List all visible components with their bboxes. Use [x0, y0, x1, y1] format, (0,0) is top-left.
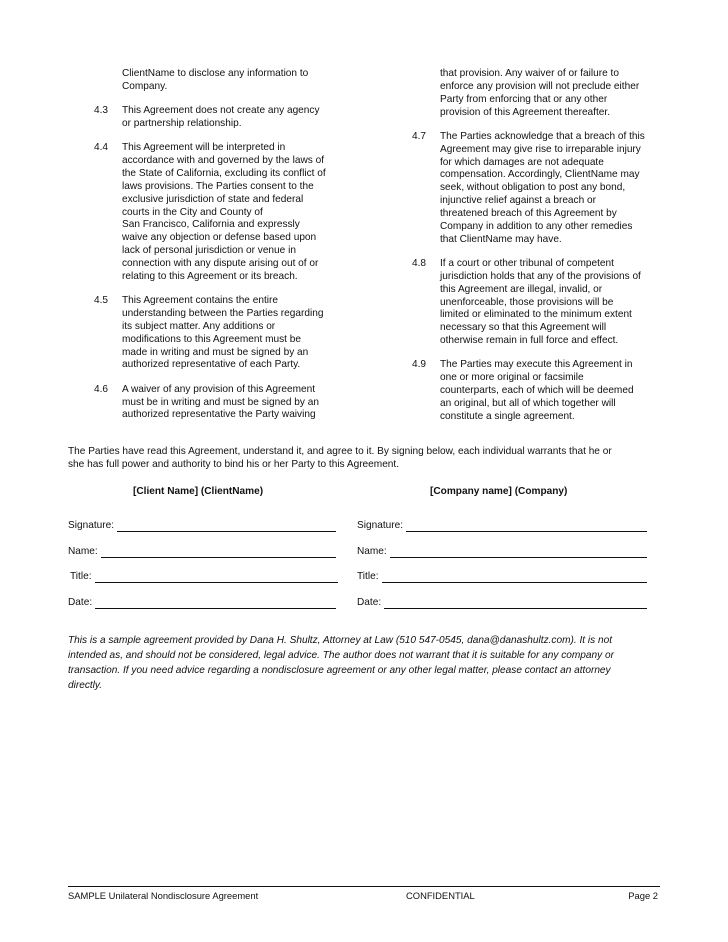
clause-number: 4.7: [412, 130, 427, 142]
clause-4-3: [68, 105, 368, 131]
disclaimer-text: This is a sample agreement provided by Dana H. Shultz, Attorney at Law (510 547-0545, dana@danashultz.com). It is not intended as, and should not be considered, legal advice. The author does not warrant that it is suitable for any company or transaction. If you need advice regarding a nondisclosure agreement or any other legal matter, please contact an attorney directly.: [68, 635, 614, 691]
field-label: Title:: [70, 571, 92, 582]
date-line[interactable]: [384, 598, 647, 609]
field-label: Date:: [357, 597, 382, 608]
clause-text: This Agreement will be interpreted in accordance with and governed by the laws of the State of California, excluding its conflict of laws provisions. The Parties consent to the exclusive jurisdiction of state and federal courts in the City and County of San Francisco, California and expressly waive any objection or defense based upon lack of personal jurisdiction or venue in connection with any dispute arising out of or relating to this Agreement or its breach.: [122, 142, 326, 282]
title-line[interactable]: [95, 572, 339, 583]
clause-text: The Parties acknowledge that a breach of this Agreement may give rise to irreparable injury for which damages are not adequate compensation. Accordingly, ClientName may seek, without obligation to post any bond, injunctive relief against a breach or threatened breach of this Agreement by Company in addition to any other remedies that ClientName may have.: [440, 130, 645, 245]
title-line[interactable]: [382, 572, 648, 583]
left-column: [68, 68, 368, 434]
clause-text: that provision. Any waiver of or failure to enforce any provision will not preclude either Party from enforcing that or any other provision of this Agreement thereafter.: [440, 68, 640, 118]
footer-document-title: SAMPLE Unilateral Nondisclosure Agreement: [68, 890, 259, 901]
client-name-field[interactable]: [68, 545, 336, 558]
clause-4-6: [68, 384, 368, 423]
clause-number: 4.5: [94, 295, 109, 307]
signing-statement: The Parties have read this Agreement, understand it, and agree to it. By signing below, each individual warrants that he or she has full power and authority to bind his or her Party to this Agreement.: [68, 446, 612, 470]
clause-text: The Parties may execute this Agreement in one or more original or facsimile counterparts, each of which will be deemed an original, but all of which together will constitute a single agreement.: [440, 359, 634, 422]
date-line[interactable]: [95, 598, 336, 609]
company-date-field[interactable]: [357, 596, 647, 609]
client-signature-field[interactable]: [68, 519, 336, 532]
signature-line[interactable]: [117, 521, 336, 532]
signature-line[interactable]: [406, 521, 647, 532]
clause-number: 4.8: [412, 257, 427, 269]
clause-text: This Agreement does not create any agency or partnership relationship.: [122, 105, 320, 130]
clause-4-5: [68, 295, 368, 372]
footer-confidential: CONFIDENTIAL: [406, 890, 475, 901]
clause-number: 4.4: [94, 142, 109, 154]
field-label: Name:: [357, 546, 387, 557]
clause-4-7: [398, 131, 666, 247]
company-title-field[interactable]: [357, 570, 647, 583]
client-party-heading: [Client Name] (ClientName): [133, 486, 264, 497]
clause-text: ClientName to disclose any information to Company.: [122, 68, 309, 92]
clause-number: 4.3: [94, 105, 109, 117]
field-label: Signature:: [357, 520, 404, 531]
clause-4-4: [68, 142, 368, 283]
client-title-field[interactable]: [70, 570, 338, 583]
field-label: Signature:: [68, 520, 115, 531]
clause-text: If a court or other tribunal of competent jurisdiction holds that any of the provisions of this Agreement are illegal, invalid, or unenforceable, those provisions will be limited or eliminated to the minimum extent necessary so that this Agreement will otherwise remain in full force and effect.: [440, 257, 641, 347]
page-footer: [68, 886, 660, 900]
name-line[interactable]: [390, 547, 647, 558]
field-label: Title:: [357, 571, 379, 582]
clause-continuation-right: [398, 68, 666, 119]
clause-4-8: [398, 258, 666, 348]
clause-continuation-left: [68, 68, 368, 94]
footer-page-number: Page 2: [628, 890, 658, 901]
right-column: [398, 68, 666, 435]
clause-number: 4.6: [94, 383, 109, 395]
title-row: [0, 570, 728, 584]
clause-number: 4.9: [412, 359, 427, 371]
name-row: [0, 545, 728, 559]
clause-4-9: [398, 359, 666, 423]
date-row: [0, 596, 728, 610]
signature-row: [0, 519, 728, 533]
client-date-field[interactable]: [68, 596, 336, 609]
field-label: Name:: [68, 546, 98, 557]
clause-text: This Agreement contains the entire understanding between the Parties regarding its subject matter. Any additions or modifications to this Agreement must be made in writing and must be signed by an authorized representative of each Party.: [122, 295, 324, 371]
field-label: Date:: [68, 597, 93, 608]
company-signature-field[interactable]: [357, 519, 647, 532]
name-line[interactable]: [101, 547, 336, 558]
company-party-heading: [Company name] (Company): [430, 486, 568, 497]
company-name-field[interactable]: [357, 545, 647, 558]
clause-text: A waiver of any provision of this Agreement must be in writing and must be signed by an authorized representative the Party waiving: [122, 383, 319, 421]
